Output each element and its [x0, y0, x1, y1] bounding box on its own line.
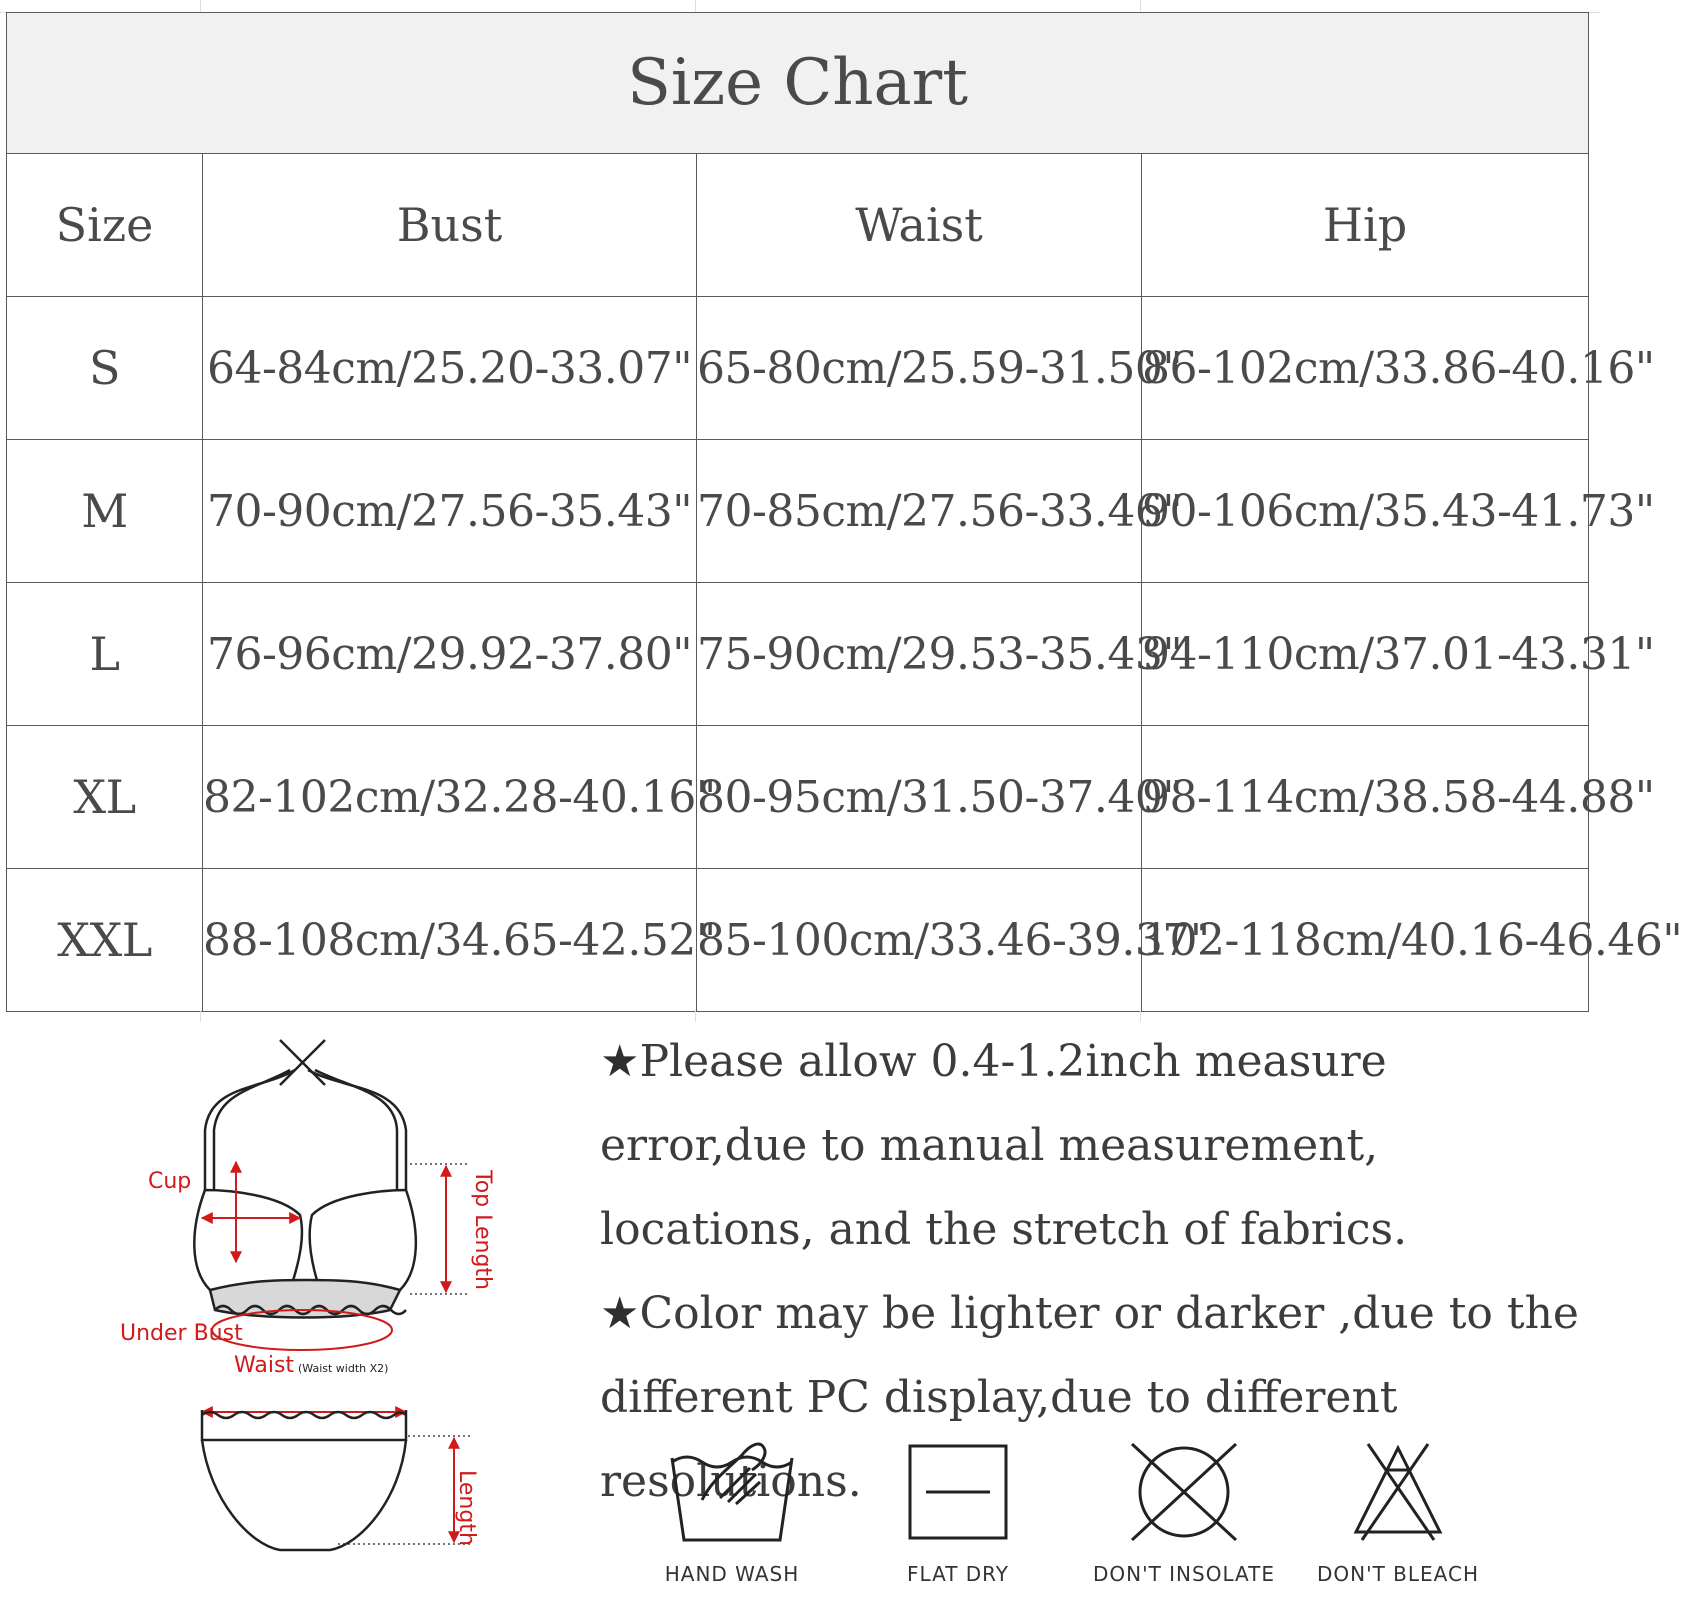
note-measure-error: [600, 1020, 1590, 1272]
dont-insolate-icon: [1084, 1430, 1284, 1550]
header-bust: Bust: [203, 154, 697, 297]
dont-bleach-icon: [1298, 1430, 1498, 1550]
bikini-top-icon: [194, 1040, 416, 1318]
header-size: Size: [7, 154, 203, 297]
size-cell: L: [7, 583, 203, 726]
care-flat-dry: [858, 1430, 1058, 1600]
table-row: [7, 440, 1589, 583]
bust-cell: 76-96cm/29.92-37.80": [203, 583, 697, 726]
care-dont-insolate: [1084, 1430, 1284, 1600]
size-cell: XXL: [7, 869, 203, 1012]
dont-bleach-label: DON'T BLEACH: [1316, 1562, 1479, 1586]
header-hip: Hip: [1142, 154, 1589, 297]
hip-cell: 102-118cm/40.16-46.46": [1142, 869, 1589, 1012]
star-icon: ★: [600, 1036, 640, 1087]
hand-wash-icon: [632, 1430, 832, 1550]
bust-cell: 88-108cm/34.65-42.52": [203, 869, 697, 1012]
bust-cell: 70-90cm/27.56-35.43": [203, 440, 697, 583]
care-hand-wash: [632, 1430, 832, 1600]
table-title-row: [7, 13, 1589, 154]
flat-dry-icon: [858, 1430, 1058, 1550]
measurement-diagram: [110, 1030, 530, 1590]
hip-cell: 90-106cm/35.43-41.73": [1142, 440, 1589, 583]
waist-note-label: (Waist width X2): [298, 1362, 389, 1375]
bust-cell: 82-102cm/32.28-40.16": [203, 726, 697, 869]
waist-cell: 70-85cm/27.56-33.46": [697, 440, 1142, 583]
bikini-bottom-icon: [202, 1410, 406, 1550]
table-row: [7, 869, 1589, 1012]
waist-cell: 75-90cm/29.53-35.43": [697, 583, 1142, 726]
table-row: [7, 583, 1589, 726]
table-row: [7, 726, 1589, 869]
hand-wash-label: HAND WASH: [664, 1562, 800, 1586]
waist-cell: 80-95cm/31.50-37.40": [697, 726, 1142, 869]
length-label: Length: [454, 1470, 479, 1546]
header-waist: Waist: [697, 154, 1142, 297]
table-row: [7, 297, 1589, 440]
waist-cell: 85-100cm/33.46-39.37": [697, 869, 1142, 1012]
care-dont-bleach: [1298, 1430, 1498, 1600]
size-chart-table: [6, 12, 1682, 1012]
size-cell: XL: [7, 726, 203, 869]
chart-title: Size Chart: [7, 13, 1589, 154]
hip-cell: 86-102cm/33.86-40.16": [1142, 297, 1589, 440]
cup-label: Cup: [148, 1169, 192, 1194]
size-cell: M: [7, 440, 203, 583]
table-header-row: [7, 154, 1589, 297]
waist-cell: 65-80cm/25.59-31.50": [697, 297, 1142, 440]
flat-dry-label: FLAT DRY: [906, 1562, 1010, 1586]
note-text: Color may be lighter or darker ,due to the different PC display,due to different resolutions.: [600, 1288, 1579, 1507]
hip-cell: 98-114cm/38.58-44.88": [1142, 726, 1589, 869]
waist-label: Waist: [234, 1353, 295, 1378]
star-icon: ★: [600, 1288, 640, 1339]
dont-insolate-label: DON'T INSOLATE: [1092, 1562, 1276, 1586]
hip-cell: 94-110cm/37.01-43.31": [1142, 583, 1589, 726]
under-bust-label: Under Bust: [120, 1321, 243, 1346]
size-cell: S: [7, 297, 203, 440]
note-text: Please allow 0.4-1.2inch measure error,due to manual measurement, locations, and the stretch of fabrics.: [600, 1036, 1408, 1255]
bust-cell: 64-84cm/25.20-33.07": [203, 297, 697, 440]
top-length-label: Top Length: [470, 1170, 495, 1291]
